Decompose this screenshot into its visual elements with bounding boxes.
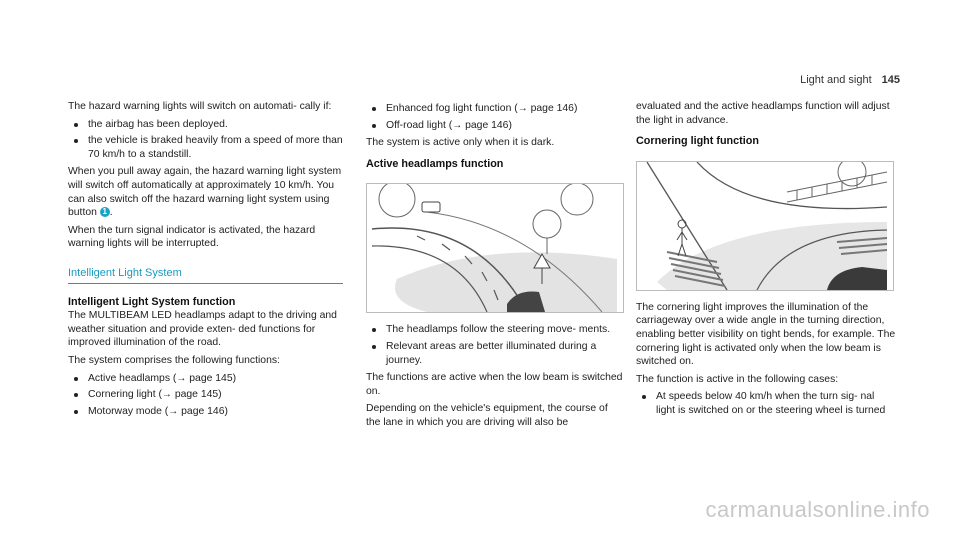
bullet-list	[68, 372, 343, 419]
subheading: Intelligent Light System function	[68, 295, 236, 308]
column-1	[68, 100, 343, 422]
list-item: the vehicle is braked heavily from a speed of more than 70 km/h to a standstill.	[68, 134, 343, 161]
cornering-light-illustration	[636, 161, 894, 291]
paragraph: The cornering light improves the illumination of the carriageway over a wide angle in the turning direction, enabling better visibility on tight bends, for example. The cornering light is activated only when the low beam is switched on.	[636, 301, 896, 368]
active-headlamps-illustration	[366, 183, 624, 313]
button-callout-icon: 1	[100, 207, 110, 217]
page-link[interactable]: page 146)	[465, 119, 512, 131]
page-ref-arrow-icon: →	[517, 103, 528, 114]
list-item: Relevant areas are better illuminated during a journey.	[366, 340, 624, 367]
column-2	[366, 102, 624, 434]
page-link[interactable]: page 146)	[181, 405, 228, 417]
paragraph: The system comprises the following functions:	[68, 354, 280, 366]
paragraph: evaluated and the active headlamps function will adjust the light in advance.	[636, 101, 890, 126]
item-text: Off-road light (	[386, 119, 453, 131]
bullet-list	[366, 323, 624, 367]
page-link[interactable]: page 145)	[189, 372, 237, 384]
page-ref-arrow-icon: →	[452, 119, 463, 131]
section-name: Light and sight	[800, 74, 872, 86]
paragraph-text: .	[109, 207, 113, 219]
paragraph: When the turn signal indicator is activated, the hazard warning lights will be interrupted.	[68, 224, 316, 250]
page-link[interactable]: page 146)	[530, 103, 578, 114]
page-number: 145	[881, 74, 900, 86]
bullet-list	[636, 390, 896, 417]
list-item: At speeds below 40 km/h when the turn sig- nal light is switched on or the steering wheel is turned	[636, 390, 896, 417]
item-text: Cornering light (	[88, 389, 162, 401]
list-item	[68, 372, 343, 386]
item-text: Motorway mode (	[88, 405, 169, 417]
list-item: The headlamps follow the steering move- ments.	[366, 323, 624, 337]
paragraph: The system is active only when it is dark.	[366, 137, 555, 149]
paragraph: Depending on the vehicle's equipment, the course of the lane in which you are driving will also be	[366, 403, 608, 428]
page-ref-arrow-icon: →	[161, 389, 172, 401]
list-item	[366, 102, 624, 116]
item-text: Active headlamps (	[88, 372, 177, 384]
paragraph: The MULTIBEAM LED headlamps adapt to the driving and weather situation and provide exten- ded functions for improved illumination of the road.	[68, 310, 337, 349]
section-title: Intelligent Light System	[68, 267, 343, 284]
list-item: the airbag has been deployed.	[68, 118, 343, 132]
page-header	[800, 74, 900, 86]
paragraph: The functions are active when the low beam is switched on.	[366, 372, 623, 397]
paragraph: The function is active in the following cases:	[636, 373, 839, 385]
paragraph-text: When you pull away again, the hazard warning light system will switch off automatically at approximately 10 km/h. You can also switch off the hazard warning light system using button	[68, 166, 342, 219]
bullet-list	[366, 102, 624, 132]
page-ref-arrow-icon: →	[168, 405, 179, 417]
column-3	[636, 100, 896, 422]
paragraph: The hazard warning lights will switch on automati- cally if:	[68, 101, 332, 112]
list-item	[68, 405, 343, 419]
list-item	[68, 388, 343, 402]
page-link[interactable]: page 145)	[174, 389, 222, 401]
item-text: Enhanced fog light function (	[386, 103, 518, 114]
list-item	[366, 119, 624, 133]
page-ref-arrow-icon: →	[176, 372, 187, 384]
bullet-list	[68, 118, 343, 162]
subheading: Active headlamps function	[366, 157, 504, 170]
paragraph	[68, 165, 343, 219]
subheading: Cornering light function	[636, 135, 759, 148]
watermark: carmanualsonline.info	[705, 497, 930, 522]
